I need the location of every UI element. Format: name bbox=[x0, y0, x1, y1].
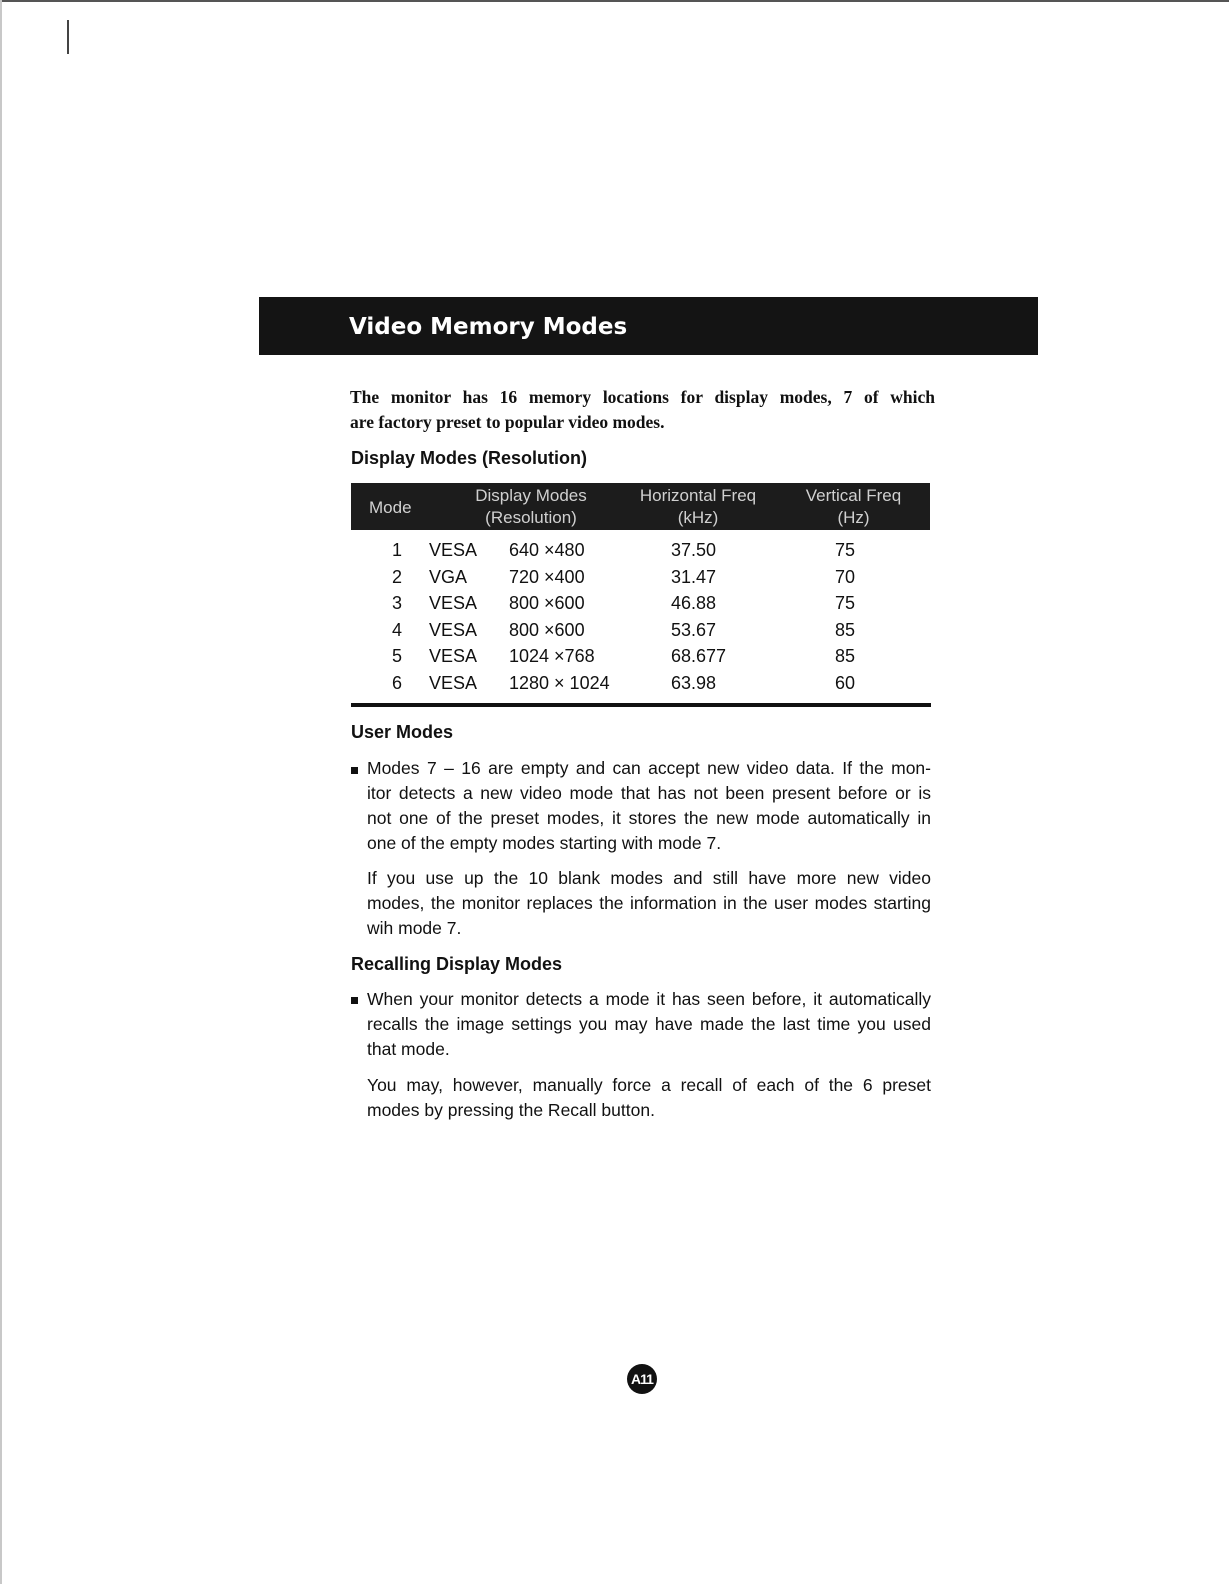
cell-standard: VESA bbox=[429, 672, 478, 693]
text-line: not one of the preset modes, it stores the new mode automatically in bbox=[367, 808, 931, 828]
text-line: that mode. bbox=[367, 1039, 450, 1059]
text-line: one of the empty modes starting with mode 7. bbox=[367, 833, 722, 853]
cell-resolution: 800 ×600 bbox=[509, 593, 585, 614]
cell-standard: VESA bbox=[429, 593, 478, 614]
cell-horizontal-freq: 31.47 bbox=[671, 566, 717, 587]
cell-standard: VESA bbox=[429, 540, 478, 560]
page-top-edge bbox=[0, 0, 1229, 2]
intro-line: are factory preset to popular video modes. bbox=[350, 412, 665, 432]
cell-resolution: 1024 ×768 bbox=[509, 646, 595, 667]
table-row bbox=[351, 538, 930, 565]
text-line: You may, however, manually force a recall of each of the 6 preset bbox=[367, 1075, 931, 1095]
text-line: modes, the monitor replaces the information in the user modes starting bbox=[367, 893, 931, 913]
table-row bbox=[351, 618, 930, 645]
table-row bbox=[351, 591, 930, 618]
recalling-heading: Recalling Display Modes bbox=[351, 954, 563, 974]
table-row bbox=[351, 644, 930, 671]
cell-mode: 3 bbox=[391, 593, 402, 614]
page-number: A11 bbox=[627, 1364, 657, 1394]
cell-horizontal-freq: 63.98 bbox=[671, 672, 717, 693]
cell-horizontal-freq: 37.50 bbox=[671, 540, 717, 560]
text-line: Modes 7 – 16 are empty and can accept new video data. If the mon- bbox=[367, 758, 931, 778]
text-line: recalls the image settings you may have made the last time you used bbox=[367, 1014, 931, 1034]
intro-paragraph bbox=[350, 385, 935, 435]
header-display-modes: Display Modes bbox=[475, 486, 587, 505]
cell-resolution: 800 ×600 bbox=[509, 619, 585, 640]
bullet-icon bbox=[351, 767, 358, 774]
intro-line: The monitor has 16 memory locations for display modes, 7 of which bbox=[350, 387, 935, 407]
cell-mode: 1 bbox=[391, 540, 402, 560]
header-vertical-freq: Vertical Freq bbox=[805, 486, 902, 505]
cell-resolution: 640 ×480 bbox=[509, 540, 585, 560]
cell-resolution: 1280 × 1024 bbox=[509, 672, 610, 693]
header-mode: Mode bbox=[369, 498, 412, 517]
recalling-paragraph bbox=[367, 987, 931, 1062]
cell-vertical-freq: 75 bbox=[835, 593, 856, 614]
user-modes-paragraph bbox=[367, 756, 931, 856]
cell-standard: VESA bbox=[429, 646, 478, 667]
cell-vertical-freq: 85 bbox=[835, 646, 856, 667]
text-line: wih mode 7. bbox=[367, 918, 462, 938]
cell-mode: 5 bbox=[391, 646, 402, 667]
cell-mode: 4 bbox=[391, 619, 402, 640]
scan-mark bbox=[67, 20, 69, 54]
header-vertical-unit: (Hz) bbox=[837, 508, 870, 527]
header-horizontal-unit: (kHz) bbox=[677, 508, 719, 527]
cell-standard: VGA bbox=[429, 566, 468, 587]
recalling-paragraph-2 bbox=[367, 1073, 931, 1123]
header-horizontal-freq: Horizontal Freq bbox=[639, 486, 757, 505]
display-modes-heading: Display Modes (Resolution) bbox=[351, 448, 588, 468]
header-resolution: (Resolution) bbox=[485, 508, 577, 527]
text-line: When your monitor detects a mode it has seen before, it automatically bbox=[367, 989, 931, 1009]
cell-resolution: 720 ×400 bbox=[509, 566, 585, 587]
text-line: itor detects a new video mode that has not been present before or is bbox=[367, 783, 931, 803]
cell-vertical-freq: 60 bbox=[835, 672, 856, 693]
cell-mode: 2 bbox=[391, 566, 402, 587]
cell-vertical-freq: 75 bbox=[835, 540, 856, 560]
text-line: modes by pressing the Recall button. bbox=[367, 1100, 655, 1120]
bullet-icon bbox=[351, 997, 358, 1004]
cell-vertical-freq: 70 bbox=[835, 566, 856, 587]
cell-mode: 6 bbox=[391, 672, 402, 693]
cell-horizontal-freq: 46.88 bbox=[671, 593, 717, 614]
title-bar bbox=[259, 297, 1038, 355]
page-title: Video Memory Modes bbox=[349, 314, 628, 340]
page-left-edge bbox=[0, 0, 2, 1584]
cell-horizontal-freq: 53.67 bbox=[671, 619, 717, 640]
cell-horizontal-freq: 68.677 bbox=[671, 646, 727, 667]
cell-vertical-freq: 85 bbox=[835, 619, 856, 640]
user-modes-heading: User Modes bbox=[351, 722, 454, 742]
table-header bbox=[351, 483, 930, 530]
table-row bbox=[351, 671, 930, 698]
display-modes-table bbox=[351, 538, 930, 698]
table-bottom-rule bbox=[351, 703, 931, 707]
cell-standard: VESA bbox=[429, 619, 478, 640]
text-line: If you use up the 10 blank modes and still have more new video bbox=[367, 868, 931, 888]
user-modes-paragraph-2 bbox=[367, 866, 931, 941]
table-row bbox=[351, 565, 930, 592]
